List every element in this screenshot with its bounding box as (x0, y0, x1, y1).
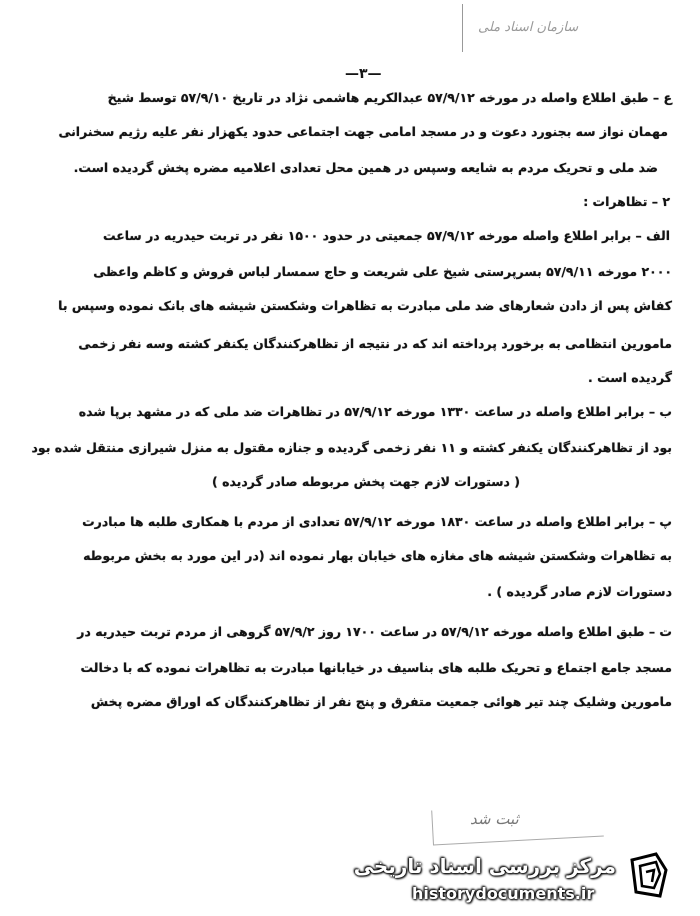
history-documents-logo-icon (626, 852, 676, 900)
text-line: ( دستورات لازم جهت پخش مربوطه صادر گردیده ) (212, 474, 520, 489)
text-line: ۲۰۰۰ مورخه ۵۷/۹/۱۱ بسرپرستی شیخ علی شریعت و حاج سمسار لباس فروش و کاظم واعظی (93, 264, 672, 279)
section-heading: ۲ – تظاهرات : (583, 194, 670, 209)
text-line: کفاش پس از دادن شعارهای ضد ملی مبادرت به تظاهرات وشکستن شیشه های بانک نموده وسپس با (58, 298, 672, 313)
text-line: پ – برابر اطلاع واصله در ساعت ۱۸۳۰ مورخه ۵۷/۹/۱۲ تعدادی از مردم با همکاری طلبه ها مبادرت (82, 514, 672, 529)
page-number: —۳— (345, 66, 382, 82)
text-line: ع – طبق اطلاع واصله در مورخه ۵۷/۹/۱۲ عبدالکریم هاشمی نژاد در تاریخ ۵۷/۹/۱۰ توسط شیخ (107, 90, 672, 105)
watermark-title: مرکز بررسی اسناد تاریخی (353, 854, 616, 878)
text-line: ت – طبق اطلاع واصله مورخه ۵۷/۹/۱۲ در ساعت ۱۷۰۰ روز ۵۷/۹/۲ گروهی از مردم تربت حیدریه در (77, 624, 672, 639)
registration-stamp-text: ثبت شد (470, 810, 519, 828)
text-line: الف – برابر اطلاع واصله مورخه ۵۷/۹/۱۲ جمعیتی در حدود ۱۵۰۰ نفر در تربت حیدریه در ساعت (102, 228, 670, 243)
watermark-url: historydocuments.ir (412, 884, 595, 903)
text-line: بود از تظاهرکنندگان یکنفر کشته و ۱۱ نفر زخمی گردیده و جنازه مقتول به منزل شیرازی منتقل شده بود (31, 440, 672, 455)
text-line: به تظاهرات وشکستن شیشه های مغازه های خیابان بهار نموده اند (در این مورد به بخش مربوطه (83, 548, 672, 563)
text-line: مامورین انتظامی به برخورد پرداخته اند که در نتیجه از تظاهرکنندگان یکنفر کشته وسه نفر زخمی (78, 336, 672, 351)
text-line: ضد ملی و تحریک مردم به شایعه وسپس در همین محل تعدادی اعلامیه مضره پخش گردیده است. (73, 160, 658, 175)
text-line: گردیده است . (587, 370, 672, 385)
text-line: دستورات لازم صادر گردیده ) . (487, 584, 672, 599)
archive-stamp-text: سازمان اسناد ملی (478, 20, 579, 35)
text-line: ب – برابر اطلاع واصله در ساعت ۱۳۳۰ مورخه ۵۷/۹/۱۲ در تظاهرات ضد ملی که در مشهد برپا شده (78, 404, 672, 419)
text-line: مهمان نواز سه بجنورد دعوت و در مسجد امامی جهت اجتماعی حدود یکهزار نفر علیه رژیم سخنرانی (58, 124, 668, 139)
text-line: مامورین وشلیک چند تیر هوائی جمعیت متفرق و پنج نفر از تظاهرکنندگان که اوراق مضره پخش (90, 694, 672, 709)
text-line: مسجد جامع اجتماع و تحریک طلبه های بناسیف در خیابانها مبادرت به تظاهرات نموده که با دخالت (80, 660, 672, 675)
